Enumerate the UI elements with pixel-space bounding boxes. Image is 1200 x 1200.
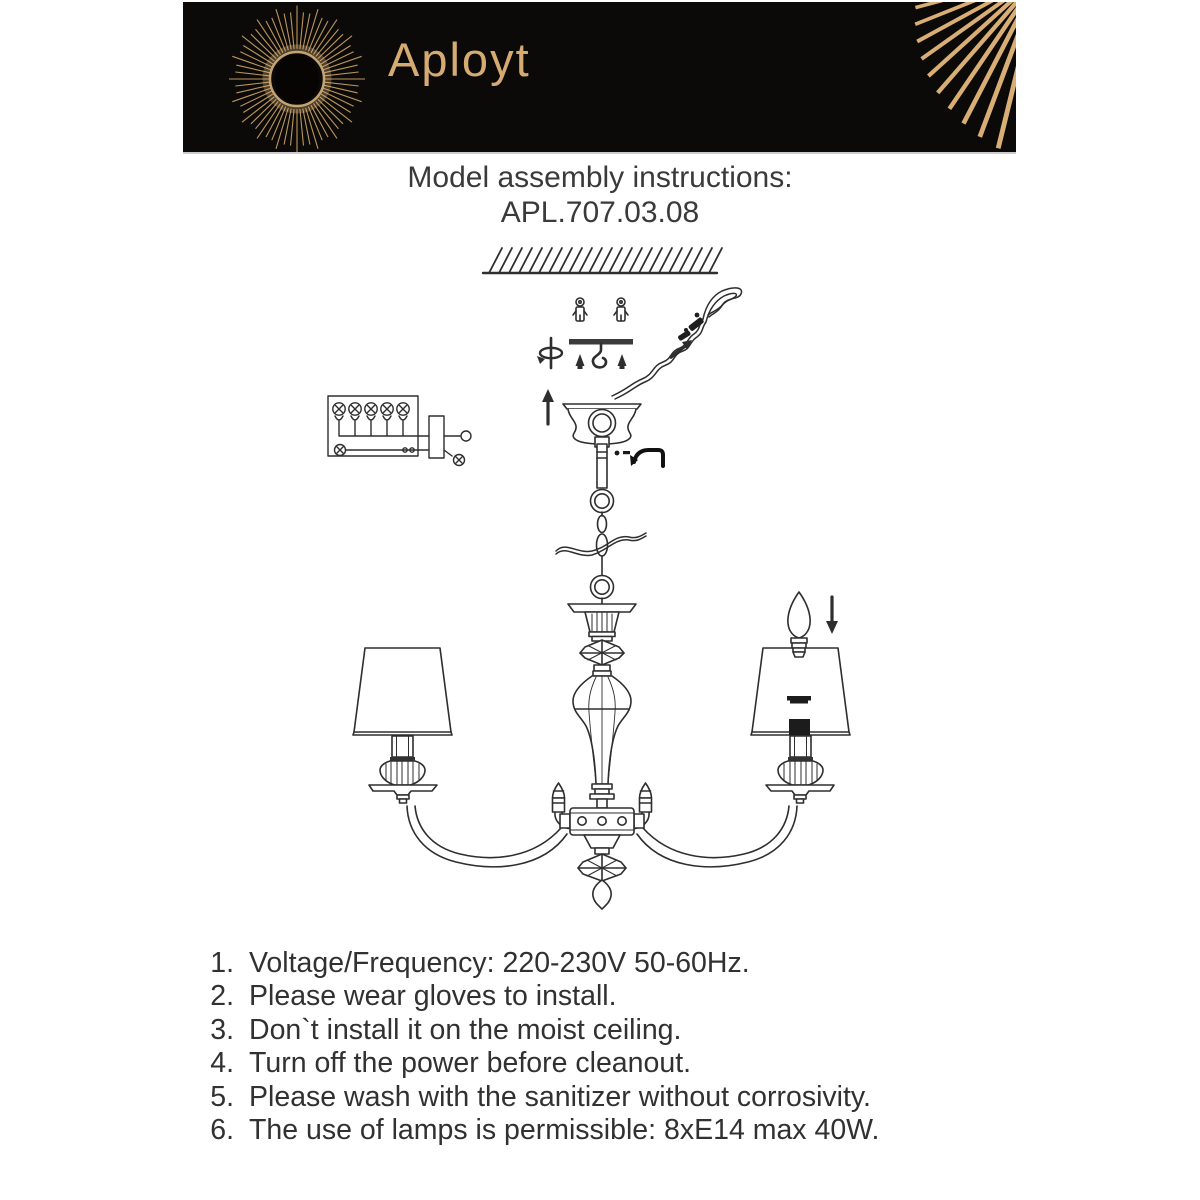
page-title: Model assembly instructions: [407, 161, 793, 194]
instruction-item [208, 1114, 879, 1147]
faceted-bead-top [580, 640, 624, 671]
instruction-item [208, 980, 879, 1013]
instruction-number: 4. [210, 1047, 234, 1080]
crown-plate [568, 604, 636, 641]
instruction-number: 2. [210, 980, 234, 1013]
instruction-text: Please wash with the sanitizer without corrosivity. [249, 1080, 871, 1113]
safety-latch-detail [615, 450, 663, 466]
instruction-item [208, 947, 879, 980]
instruction-number: 5. [210, 1080, 234, 1113]
instruction-text: Turn off the power before cleanout. [249, 1047, 692, 1080]
instruction-number: 6. [210, 1114, 234, 1147]
instruction-item [208, 1081, 879, 1114]
model-number: APL.707.03.08 [500, 196, 700, 229]
wiring-diagram [328, 396, 471, 466]
ceiling-hatch [483, 248, 722, 273]
instruction-text: Please wear gloves to install. [249, 980, 617, 1013]
column-vase [573, 671, 631, 808]
arm-hub [560, 808, 644, 854]
rotation-diameter-icon [537, 338, 562, 368]
chain-link [598, 516, 607, 533]
instruction-item [208, 1047, 879, 1080]
ceiling-canopy [563, 404, 641, 447]
stem-and-chain [591, 444, 614, 604]
lift-arrow-icon [542, 389, 554, 424]
shade-assembly [353, 648, 452, 803]
bottom-finial [578, 854, 626, 909]
instruction-text: Don`t install it on the moist ceiling. [249, 1013, 682, 1046]
instruction-text: Voltage/Frequency: 220-230V 50-60Hz. [249, 947, 750, 979]
insert-down-arrow-icon [826, 597, 838, 634]
bobeche [369, 785, 437, 795]
lamp-shade [354, 648, 451, 732]
power-cord [556, 533, 646, 555]
instruction-text: The use of lamps is permissible: 8xE14 max 40W. [249, 1114, 880, 1147]
anchor-bolt-icons [573, 298, 628, 321]
instruction-number: 3. [210, 1013, 234, 1046]
instructions-list [208, 947, 879, 1147]
brand-logo-text: Aployt [388, 33, 531, 86]
ceiling-hook-icon [593, 344, 606, 367]
candle-bulb-icon [788, 592, 810, 657]
instruction-number: 1. [210, 947, 234, 979]
instruction-item [208, 1014, 879, 1047]
